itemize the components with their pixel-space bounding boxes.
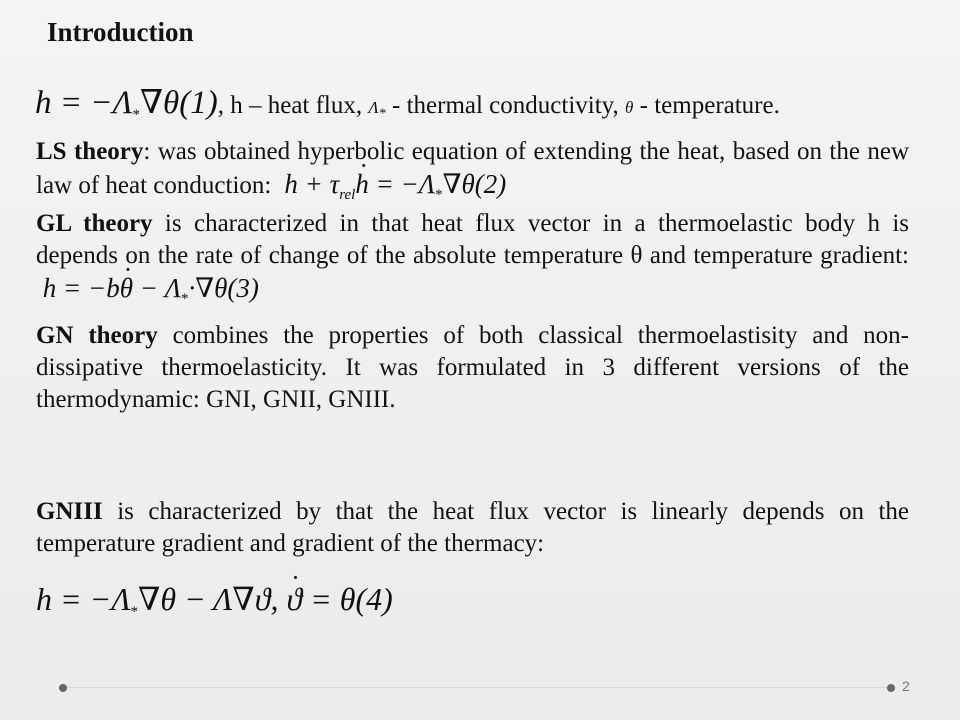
intro-line [35,82,925,124]
footer-left-dot [59,684,67,692]
equation-2: $h + \tau_{rel}h$ · = $-\Lambda_*\nabla\theta(2)$ [278,169,507,199]
footer-divider [64,687,896,688]
intro-text-3: - temperature. [639,92,780,119]
gniii-label: GNIII [36,498,103,525]
gl-label: GL theory [36,210,153,237]
equation-4: $h = -\Lambda_*\nabla\theta - \Lambda\nabla ϑ$, ϑ · = θ(4) [36,580,393,621]
intro-text-1: , h – heat flux, [217,92,363,119]
gniii-paragraph [36,496,909,560]
page-number: 2 [902,678,910,694]
equation-1: $h = -\Lambda_*\nabla\theta(1)$ [35,85,218,123]
gn-paragraph [36,320,909,416]
gn-text: combines the properties of both classical thermoelastisity and non-dissipative thermoelasticity. It was formulated in 3 different versions of the thermodynamic: GNI, GNII, GNIII. [36,322,910,413]
intro-text-2: - thermal conductivity, [392,92,619,119]
gniii-text: is characterized by that the heat flux vector is linearly depends on the temperature gradient and gradient of the thermacy: [36,498,909,557]
equation-3: h = −bθ · − $\Lambda_*\cdot\nabla\theta(3)$ [36,273,259,303]
footer-right-dot [887,684,895,692]
lambda-symbol: $\Lambda_*$ [368,98,386,122]
ls-label: LS theory [36,138,144,165]
gn-label: GN theory [36,322,158,349]
slide-title: Introduction [47,17,194,47]
gl-text: is characterized in that heat flux vector in a thermoelastic body h is depends on the rate of change of the absolute temperature θ and temperature gradient: [36,210,909,269]
ls-text: : was obtained hyperbolic equation of extending the heat, based on the new law of heat conduction: [36,138,910,199]
gl-paragraph [36,208,909,315]
ls-paragraph [36,136,909,211]
theta-symbol: θ [625,98,634,117]
